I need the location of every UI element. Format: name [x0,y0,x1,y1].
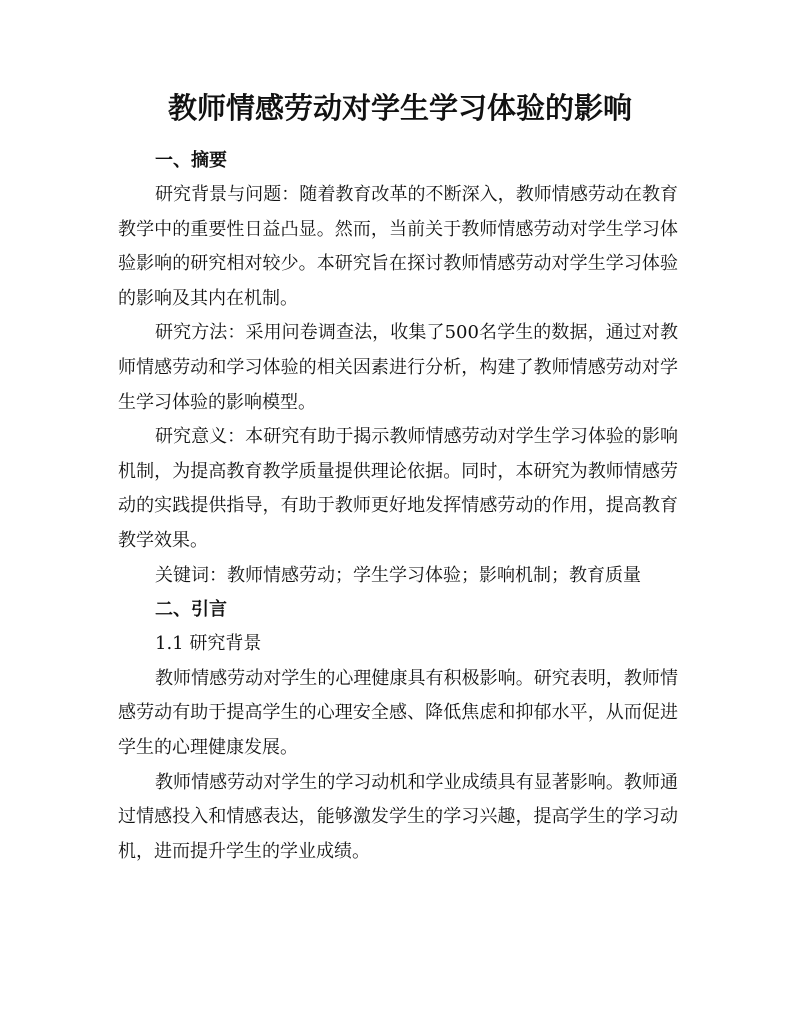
page-title: 教师情感劳动对学生学习体验的影响 [167,91,632,125]
introduction-paragraph-1: 教师情感劳动对学生的心理健康具有积极影响。研究表明，教师情感劳动有助于提高学生的心理安全感、降低焦虑和抑郁水平，从而促进学生的心理健康发展。 [118,667,678,758]
introduction-paragraph-2: 教师情感劳动对学生的学习动机和学业成绩具有显著影响。教师通过情感投入和情感表达，能够激发学生的学习兴趣，提高学生的学习动机，进而提升学生的学业成绩。 [118,771,678,862]
keywords-line: 关键词：教师情感劳动；学生学习体验；影响机制；教育质量 [155,564,641,586]
abstract-method-paragraph: 研究方法：采用问卷调查法，收集了500名学生的数据，通过对教师情感劳动和学习体验的相关因素进行分析，构建了教师情感劳动对学生学习体验的影响模型。 [118,322,678,413]
abstract-significance-paragraph: 研究意义：本研究有助于揭示教师情感劳动对学生学习体验的影响机制，为提高教育教学质量提供理论依据。同时，本研究为教师情感劳动的实践提供指导，有助于教师更好地发挥情感劳动的作用，提高教育教学效果。 [118,426,678,551]
introduction-heading: 二、引言 [155,599,227,621]
abstract-heading: 一、摘要 [155,150,227,171]
document-body [118,144,678,869]
abstract-background-paragraph: 研究背景与问题：随着教育改革的不断深入，教师情感劳动在教育教学中的重要性日益凸显。然而，当前关于教师情感劳动对学生学习体验影响的研究相对较少。本研究旨在探讨教师情感劳动对学生学习体验的影响及其内在机制。 [118,184,678,309]
research-background-subheading: 1.1 研究背景 [155,633,262,655]
